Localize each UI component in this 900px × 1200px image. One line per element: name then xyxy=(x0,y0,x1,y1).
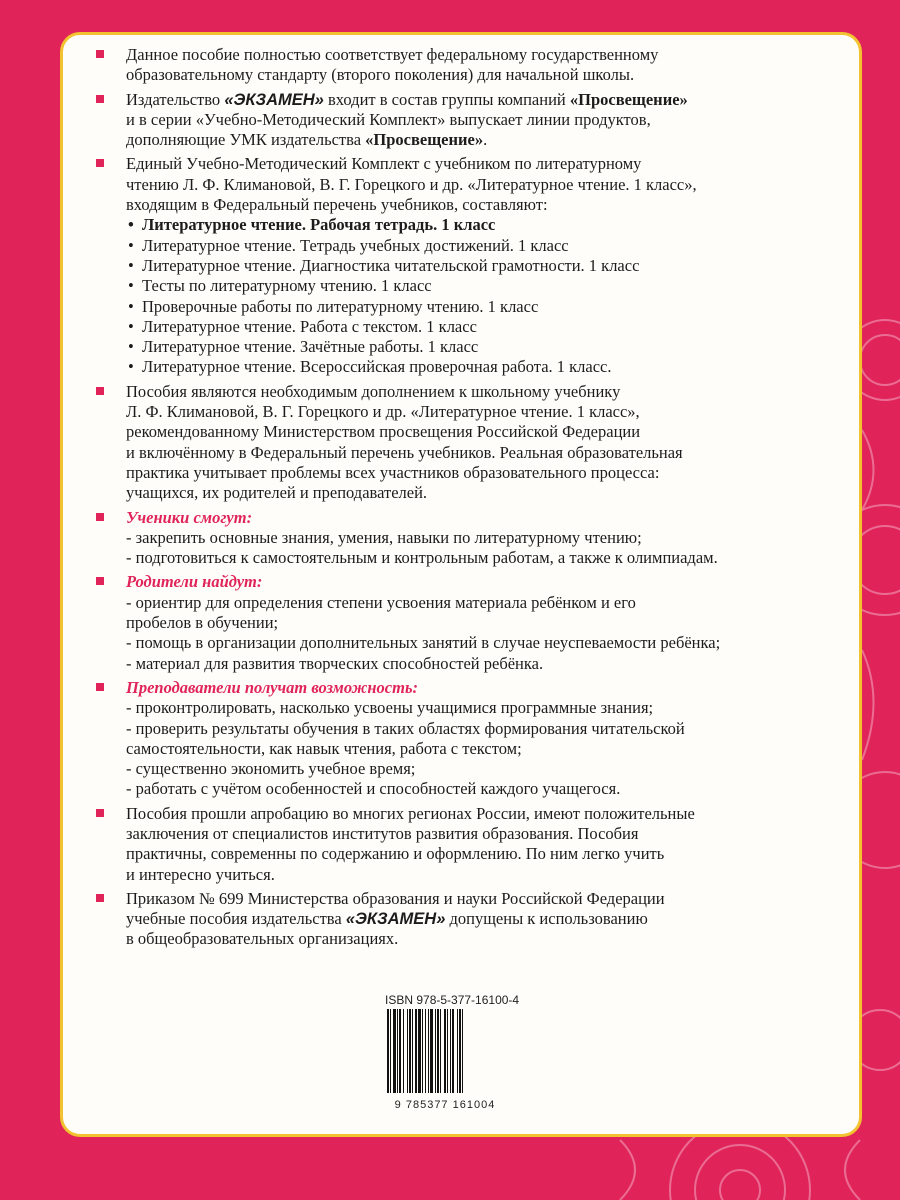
barcode-icon xyxy=(385,1009,505,1093)
pink-square-bullet-icon xyxy=(96,387,104,395)
publisher-brand: «ЭКЗАМЕН» xyxy=(224,90,324,109)
barcode-bar xyxy=(397,1009,398,1093)
barcode-bar xyxy=(447,1009,448,1093)
barcode-bar xyxy=(415,1009,417,1093)
pink-square-bullet-icon xyxy=(96,513,104,521)
list-item: • Литературное чтение. Диагностика читательской грамотности. 1 класс xyxy=(126,256,832,276)
barcode-digits: 9 785377 161004 xyxy=(394,1099,496,1111)
parents-heading: Родители найдут: xyxy=(126,572,263,592)
list-item: • Литературное чтение. Зачётные работы. 1 класс xyxy=(126,337,832,357)
list-item: • Тесты по литературному чтению. 1 класс xyxy=(126,276,832,296)
barcode-bar xyxy=(412,1009,413,1093)
students-heading: Ученики смогут: xyxy=(126,507,253,527)
barcode-bar xyxy=(407,1009,408,1093)
intro-paragraph: Данное пособие полностью соответствует федеральному государственному образовательному стандарту (второго поколения) для начальной школы. xyxy=(92,45,832,86)
barcode-bar xyxy=(437,1009,439,1093)
parents-section: Родители найдут: - ориентир для определения степени усвоения материала ребёнком и его пробелов в обучении; - помощь в организации дополнительных занятий в случае неуспеваемости ребёнка; - материал для развития творческих способностей ребёнка. xyxy=(92,572,832,673)
barcode-bar xyxy=(399,1009,401,1093)
isbn-block xyxy=(385,993,520,1111)
barcode-bar xyxy=(457,1009,458,1093)
pink-square-bullet-icon xyxy=(96,683,104,691)
publisher-paragraph: Издательство «ЭКЗАМЕН» входит в состав группы компаний «Просвещение» и в серии «Учебно-Методический Комплект» выпускает линии продуктов, дополняющие УМК издательства «Просвещение». xyxy=(92,90,832,151)
barcode-bar xyxy=(435,1009,436,1093)
barcode-bar xyxy=(462,1009,463,1093)
students-section: Ученики смогут: - закрепить основные знания, умения, навыки по литературному чтению; - подготовиться к самостоятельным и контрольным работам, а также к олимпиадам. xyxy=(92,508,832,569)
barcode-bar xyxy=(452,1009,454,1093)
list-item: • Литературное чтение. Работа с текстом. 1 класс xyxy=(126,317,832,337)
barcode-bar xyxy=(422,1009,423,1093)
pink-square-bullet-icon xyxy=(96,50,104,58)
back-cover-text xyxy=(92,45,832,954)
supplement-paragraph: Пособия являются необходимым дополнением к школьному учебнику Л. Ф. Климановой, В. Г. Горецкого и др. «Литературное чтение. 1 класс», рекомендованному Министерством просвещения Российской Федерации и включённому в Федеральный перечень учебников. Реальная образовательная практика учитывает проблемы всех участников образовательного процесса: учащихся, их родителей и преподавателей. xyxy=(92,382,832,504)
approbation-paragraph: Пособия прошли апробацию во многих регионах России, имеют положительные заключения от специалистов институтов развития образования. Пособия практичны, современны по содержанию и оформлению. По ним легко учить и интересно учиться. xyxy=(92,804,832,885)
barcode-bar xyxy=(444,1009,446,1093)
list-item: • Литературное чтение. Всероссийская проверочная работа. 1 класс. xyxy=(126,357,832,377)
barcode-bar xyxy=(428,1009,429,1093)
teachers-section: Преподаватели получат возможность: - проконтролировать, насколько усвоены учащимися программные знания; - проверить результаты обучения в таких областях формирования читательской самостоятельности, как навык чтения, работа с текстом; - существенно экономить учебное время; - работать с учётом особенностей и способностей каждого учащегося. xyxy=(92,678,832,800)
umk-paragraph: Единый Учебно-Методический Комплект с учебником по литературному чтению Л. Ф. Климановой, В. Г. Горецкого и др. «Литературное чтение. 1 класс», входящим в Федеральный перечень учебников, составляют: • Литературное чтение. Рабочая тетрадь. 1 класс • Литературное чтение. Тетрадь учебных достижений. 1 класс • Литературное чтение. Диагностика читательской грамотности. 1 класс • Тесты по литературному чтению. 1 класс • Проверочные работы по литературному чтению. 1 класс • Литературное чтение. Работа с текстом. 1 класс • Литературное чтение. Зачётные работы. 1 класс • Литературное чтение. Всероссийская проверочная работа. 1 класс. xyxy=(92,154,832,377)
barcode-bar xyxy=(440,1009,441,1093)
barcode-bar xyxy=(387,1009,389,1093)
pink-square-bullet-icon xyxy=(96,577,104,585)
publisher-brand: «ЭКЗАМЕН» xyxy=(345,910,446,929)
list-item: • Проверочные работы по литературному чтению. 1 класс xyxy=(126,297,832,317)
isbn-label: ISBN 978-5-377-16100-4 xyxy=(385,993,520,1007)
pink-square-bullet-icon xyxy=(96,159,104,167)
barcode-bar xyxy=(430,1009,433,1093)
barcode-bar xyxy=(425,1009,426,1093)
pink-square-bullet-icon xyxy=(96,809,104,817)
umk-product-list xyxy=(126,215,832,377)
barcode-bar xyxy=(409,1009,411,1093)
order-paragraph: Приказом № 699 Министерства образования и науки Российской Федерации учебные пособия издательства «ЭКЗАМЕН» допущены к использованию в общеобразовательных организациях. xyxy=(92,889,832,950)
list-item: • Литературное чтение. Тетрадь учебных достижений. 1 класс xyxy=(126,236,832,256)
barcode-bar xyxy=(403,1009,404,1093)
list-item: • Литературное чтение. Рабочая тетрадь. 1 класс xyxy=(126,215,832,235)
barcode-bar xyxy=(450,1009,451,1093)
barcode-bar xyxy=(393,1009,396,1093)
teachers-heading: Преподаватели получат возможность: xyxy=(126,677,418,697)
barcode-bar xyxy=(459,1009,461,1093)
group-name: «Просвещение» xyxy=(569,89,688,109)
pink-square-bullet-icon xyxy=(96,894,104,902)
pink-square-bullet-icon xyxy=(96,95,104,103)
barcode-bar xyxy=(390,1009,391,1093)
barcode-bar xyxy=(418,1009,421,1093)
